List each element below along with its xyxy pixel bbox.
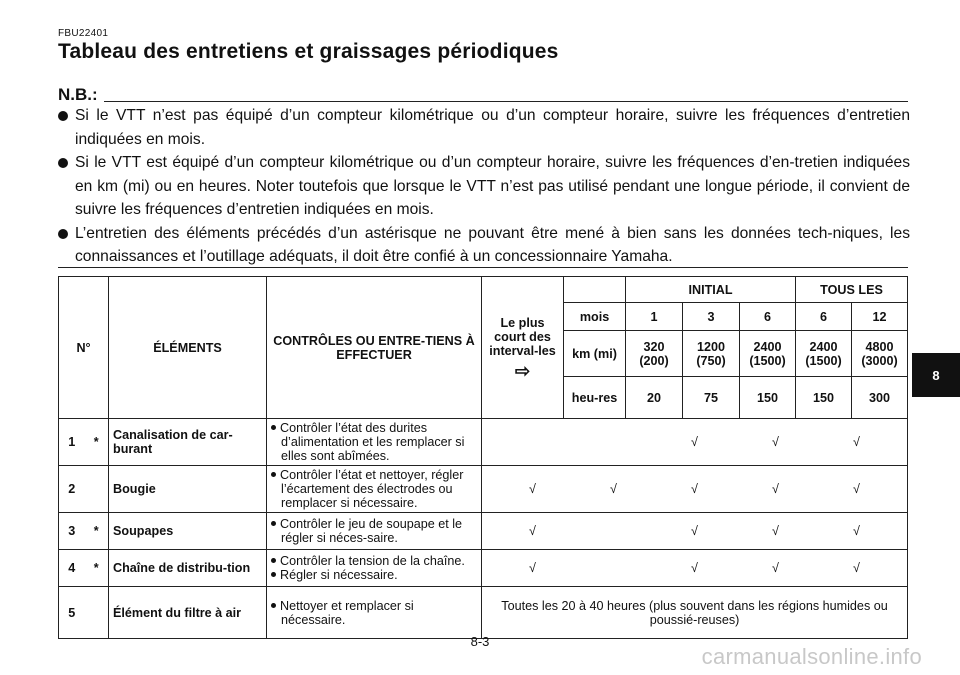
km-value: 320 (200)	[626, 331, 683, 377]
check-mark: √	[691, 561, 698, 575]
row-operations	[267, 419, 482, 466]
row-interval-note: Toutes les 20 à 40 heures (plus souvent dans les régions humides ou poussié-reuses)	[482, 587, 908, 639]
check-mark: √	[853, 524, 860, 538]
check-mark: √	[691, 524, 698, 538]
check-mark: √	[610, 482, 617, 496]
row-number: 5	[59, 587, 85, 639]
check-mark: √	[529, 561, 536, 575]
bullet-icon	[58, 229, 68, 239]
row-item: Bougie	[109, 466, 267, 513]
months-label: mois	[564, 303, 626, 331]
table-row	[59, 419, 908, 466]
check-mark: √	[853, 561, 860, 575]
chapter-tab: 8	[912, 353, 960, 397]
row-star: *	[85, 550, 109, 587]
km-value: 2400 (1500)	[796, 331, 852, 377]
km-label: km (mi)	[564, 331, 626, 377]
check-mark: √	[529, 524, 536, 538]
header-number: N°	[59, 277, 109, 419]
operation: Contrôler le jeu de soupape et le régler si néces-saire.	[271, 517, 477, 545]
row-item: Chaîne de distribu-tion	[109, 550, 267, 587]
row-item: Élément du filtre à air	[109, 587, 267, 639]
km-value: 1200 (750)	[683, 331, 740, 377]
months-value: 1	[626, 303, 683, 331]
km-value: 4800 (3000)	[852, 331, 908, 377]
check-mark: √	[529, 482, 536, 496]
check-mark: √	[772, 524, 779, 538]
bullet-icon	[271, 472, 276, 477]
row-operations	[267, 550, 482, 587]
row-checks	[482, 550, 908, 587]
row-item: Canalisation de car-burant	[109, 419, 267, 466]
row-star: *	[85, 513, 109, 550]
header-shortest-interval: Le plus court des interval-les ⇨	[482, 277, 564, 419]
bullet-icon	[271, 558, 276, 563]
header-initial: INITIAL	[626, 277, 796, 303]
hours-value: 150	[796, 377, 852, 419]
header-every: TOUS LES	[796, 277, 908, 303]
operation: Contrôler l’état des durites d’alimentation et les remplacer si elles sont abîmées.	[271, 421, 477, 463]
table-row	[59, 587, 908, 639]
watermark: carmanualsonline.info	[701, 644, 922, 669]
check-mark: √	[853, 435, 860, 449]
row-star	[85, 466, 109, 513]
hours-value: 20	[626, 377, 683, 419]
document-code: FBU22401	[58, 28, 109, 39]
bullet-icon	[271, 603, 276, 608]
row-checks	[482, 513, 908, 550]
row-number: 1	[59, 419, 85, 466]
months-value: 3	[683, 303, 740, 331]
months-value: 6	[740, 303, 796, 331]
months-value: 6	[796, 303, 852, 331]
table-row	[59, 513, 908, 550]
row-operations	[267, 466, 482, 513]
note-list	[58, 104, 910, 269]
note-item: L’entretien des éléments précédés d’un astérisque ne pouvant être mené à bien sans les données tech-niques, les connaissances et l’outillage adéquats, il doit être confié à un concessionnaire Yamaha.	[58, 222, 910, 269]
row-number: 4	[59, 550, 85, 587]
hours-value: 75	[683, 377, 740, 419]
bullet-icon	[58, 158, 68, 168]
row-number: 2	[59, 466, 85, 513]
table-row	[59, 466, 908, 513]
header-elements: ÉLÉMENTS	[109, 277, 267, 419]
row-star	[85, 587, 109, 639]
km-value: 2400 (1500)	[740, 331, 796, 377]
bullet-icon	[58, 111, 68, 121]
hours-label: heu-res	[564, 377, 626, 419]
operation: Contrôler la tension de la chaîne.	[271, 554, 477, 568]
note-rule	[104, 101, 908, 102]
row-number: 3	[59, 513, 85, 550]
hours-value: 150	[740, 377, 796, 419]
bullet-icon	[271, 572, 276, 577]
note-label: N.B.:	[58, 85, 98, 104]
row-item: Soupapes	[109, 513, 267, 550]
note-item: Si le VTT est équipé d’un compteur kilométrique ou d’un compteur horaire, suivre les fréquences d’en-tretien indiquées en km (mi) ou en heures. Noter toutefois que lorsque le VTT n’est pas utilisé pendant une longue période, il convient de suivre les fréquences d’entretien indiquées en mois.	[58, 151, 910, 222]
check-mark: √	[853, 482, 860, 496]
bullet-icon	[271, 521, 276, 526]
check-mark: √	[772, 561, 779, 575]
check-mark: √	[772, 435, 779, 449]
hours-value: 300	[852, 377, 908, 419]
check-mark: √	[691, 482, 698, 496]
table-row	[59, 550, 908, 587]
row-star: *	[85, 419, 109, 466]
operation: Contrôler l’état et nettoyer, régler l’écartement des électrodes ou remplacer si nécessaire.	[271, 468, 477, 510]
note-item: Si le VTT n’est pas équipé d’un compteur kilométrique ou d’un compteur horaire, suivre les fréquences d’entretien indiquées en mois.	[58, 104, 910, 151]
page-number: 8-3	[470, 634, 490, 649]
right-arrow-icon: ⇨	[514, 360, 531, 381]
operation: Régler si nécessaire.	[271, 568, 477, 582]
bullet-icon	[271, 425, 276, 430]
check-mark: √	[772, 482, 779, 496]
row-checks	[482, 466, 908, 513]
row-operations	[267, 513, 482, 550]
row-operations	[267, 587, 482, 639]
row-checks	[482, 419, 908, 466]
note-end-rule	[58, 267, 908, 268]
operation: Nettoyer et remplacer si nécessaire.	[271, 599, 477, 627]
page-title: Tableau des entretiens et graissages périodiques	[58, 40, 559, 63]
header-blank	[564, 277, 626, 303]
months-value: 12	[852, 303, 908, 331]
header-controls: CONTRÔLES OU ENTRE-TIENS À EFFECTUER	[267, 277, 482, 419]
maintenance-table	[58, 276, 908, 639]
check-mark: √	[691, 435, 698, 449]
